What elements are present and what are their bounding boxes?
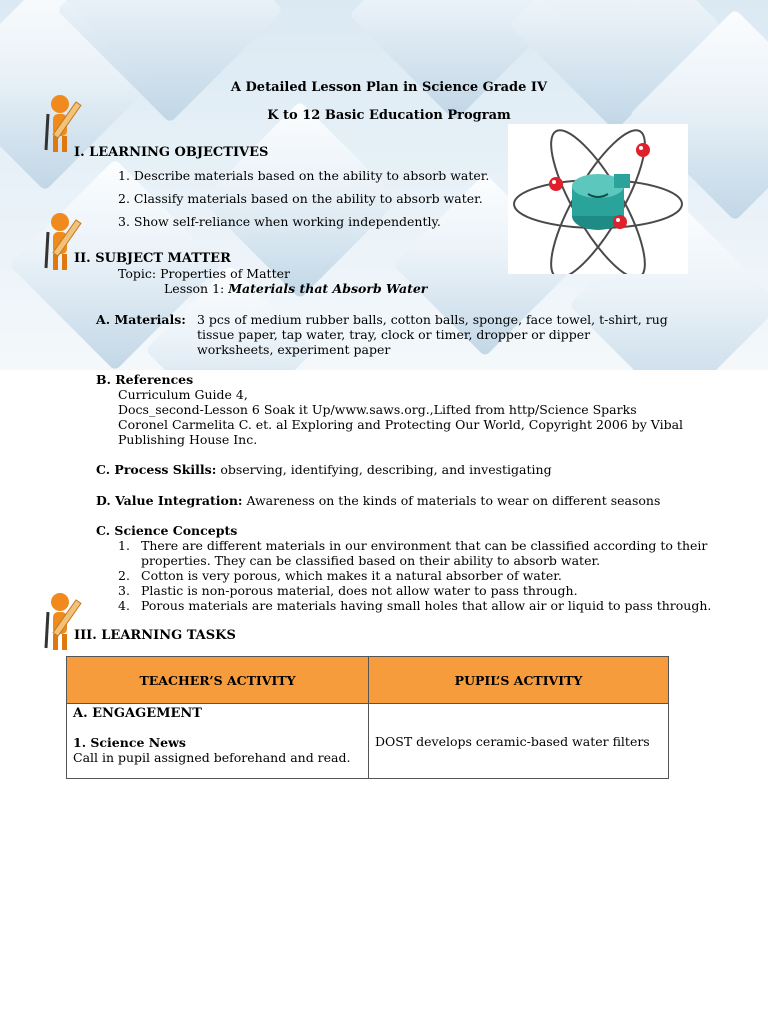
lesson-title: Materials that Absorb Water [228,281,428,296]
objective-item: 3. Show self-reliance when working independently. [118,214,441,229]
materials-label: A. Materials: [96,312,186,327]
science-concepts-label: C. Science Concepts [96,523,238,538]
document-subtitle: K to 12 Basic Education Program [267,108,511,123]
value-integration-text: Awareness on the kinds of materials to wear on different seasons [242,493,661,508]
pupil-activity-text: DOST develops ceramic-based water filters [375,733,650,749]
objectives-heading: I. LEARNING OBJECTIVES [74,145,269,160]
learning-tasks-table [66,656,669,779]
concept-line: There are different materials in our environment that can be classified according to their [141,538,708,553]
subject-matter-heading: II. SUBJECT MATTER [74,251,231,266]
teacher-activity-text: Call in pupil assigned beforehand and read. [73,750,351,765]
concept-number: 2. [118,568,130,583]
concept-line: Cotton is very porous, which makes it a natural absorber of water. [141,568,562,583]
reference-line: Docs_second-Lesson 6 Soak it Up/www.saws.org.,Lifted from http/Science Sparks [118,402,637,417]
objective-item: 1. Describe materials based on the ability to absorb water. [118,168,490,183]
teacher-activity-header: TEACHER’S ACTIVITY [67,657,369,704]
engagement-label: A. ENGAGEMENT [73,706,202,721]
topic: Topic: Properties of Matter [118,266,290,281]
lesson-prefix: Lesson 1: [164,281,229,296]
materials-line: 3 pcs of medium rubber balls, cotton balls, sponge, face towel, t-shirt, rug [197,312,668,327]
process-skills [96,462,552,477]
atom-icon [508,124,688,274]
learning-tasks-heading: III. LEARNING TASKS [74,628,236,643]
concept-number: 3. [118,583,130,598]
concept-number: 4. [118,598,130,613]
science-news-label: 1. Science News [73,735,186,750]
value-integration-label: D. Value Integration: [96,493,243,508]
materials-line: tissue paper, tap water, tray, clock or timer, dropper or dipper [197,327,591,342]
value-integration [96,493,660,508]
pupil-activity-cell [369,704,669,779]
process-skills-text: observing, identifying, describing, and investigating [216,462,552,477]
lesson-line [164,281,427,296]
process-skills-label: C. Process Skills: [96,462,217,477]
references-label: B. References [96,372,194,387]
table-row [67,704,669,779]
objective-item: 2. Classify materials based on the ability to absorb water. [118,191,483,206]
reference-line: Coronel Carmelita C. et. al Exploring and Protecting Our World, Copyright 2006 by Vibal [118,417,684,432]
concept-line: Porous materials are materials having small holes that allow air or liquid to pass through. [141,598,712,613]
pupil-activity-header: PUPIL’S ACTIVITY [369,657,669,704]
reference-line: Curriculum Guide 4, [118,387,248,402]
document-title: A Detailed Lesson Plan in Science Grade IV [230,80,548,95]
concept-line: Plastic is non-porous material, does not allow water to pass through. [141,583,578,598]
teacher-activity-cell [67,704,369,779]
reference-line: Publishing House Inc. [118,432,258,447]
mascot-pencil-icon [44,592,88,654]
materials-line: worksheets, experiment paper [197,342,391,357]
table-header-row [67,657,669,704]
concept-number: 1. [118,538,130,553]
concept-line: properties. They can be classified based on their ability to absorb water. [141,553,601,568]
